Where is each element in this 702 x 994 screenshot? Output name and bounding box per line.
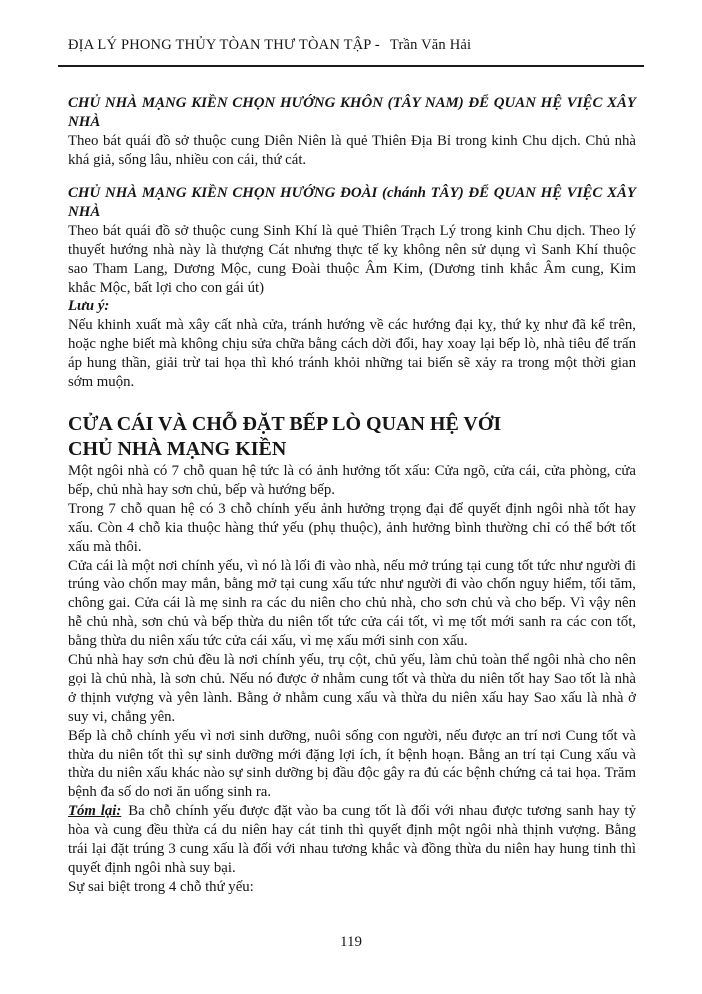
paragraph-three-main: Trong 7 chỗ quan hệ có 3 chỗ chính yếu ảnh hưởng trọng đại để quyết định ngôi nhà tốt hay xấu. Còn 4 chỗ kia thuộc hàng thứ yếu (phụ thuộc), ảnh hưởng bình thường chỉ có thể bớt tốt xấu mà thôi.	[68, 500, 636, 555]
paragraph-seven-places: Một ngôi nhà có 7 chỗ quan hệ tức là có ảnh hưởng tốt xấu: Cửa ngõ, cửa cái, cửa phòng, cửa bếp, chủ nhà hay sơn chủ, bếp và hướng bếp.	[68, 462, 636, 498]
chapter-heading	[68, 412, 636, 462]
chapter-heading-line2: CHỦ NHÀ MẠNG KIỀN	[68, 437, 287, 460]
summary-body: Ba chỗ chính yếu được đặt vào ba cung tốt là đối với nhau được tương sanh hay tỷ hòa và cung đều thừa cá du niên hay cát tinh thì quyết định một ngôi nhà thịnh vượng. Bằng trái lại đặt trúng 3 cung xấu là đối với nhau tương khắc và đồng thừa du niên hay hung tinh thì quyết định ngôi nhà suy bại.	[68, 803, 636, 876]
running-header	[68, 36, 636, 54]
page-content	[68, 36, 636, 897]
section-heading-khon: CHỦ NHÀ MẠNG KIỀN CHỌN HƯỚNG KHÔN (TÂY NAM) ĐỂ QUAN HỆ VIỆC XÂY NHÀ	[68, 95, 636, 130]
page-number: 119	[340, 934, 362, 950]
paragraph-kitchen: Bếp là chỗ chính yếu vì nơi sinh dưỡng, nuôi sống con người, nếu được an trí nơi Cung tốt và thừa du niên tốt thì sự sinh dưỡng mới đặng lợi ích, ít bệnh hoạn. Bằng an trí tại Cung xấu và thừa du niên xấu khác nào sự sinh dưỡng bị đầu độc gây ra đủ các bệnh chứng cả tai họa. Trăm bệnh đa số do nơi ăn uống sinh ra.	[68, 727, 636, 801]
paragraph-main-door: Cửa cái là một nơi chính yếu, vì nó là lối đi vào nhà, nếu mở trúng tại cung tốt tức như người đi trúng vào chốn may mắn, bằng mở tại cung xấu tức như người đi vào chốn nguy hiểm, tối tăm, chông gai. Cửa cái là mẹ sinh ra các du niên cho chủ nhà, cho sơn chủ và cho bếp. Vì vậy nên hễ chủ nhà, sơn chủ và bếp thừa du niên tốt tức cửa cái tốt, vì mẹ tốt mới sanh ra các con tốt, bằng thừa du niên xấu tức cửa cái xấu, vì mẹ xấu mới sinh con xấu.	[68, 557, 636, 650]
paragraph-note-body: Nếu khinh xuất mà xây cất nhà cửa, tránh hướng về các hướng đại kỵ, thứ kỵ như đã kể trên, hoặc nghe biết mà không chịu sửa chữa bằng cách dời đổi, hay xoay lại bếp lò, nhà tiêu để trấn áp hung thần, giải trừ tai họa thì khó tránh khỏi những tai biến sẽ xảy ra trong một thời gian sớm muộn.	[68, 317, 636, 391]
chapter-heading-line1: CỬA CÁI VÀ CHỖ ĐẶT BẾP LÒ QUAN HỆ VỚI	[68, 412, 502, 435]
note-label: Lưu ý:	[68, 298, 110, 315]
paragraph-summary	[68, 802, 636, 878]
paragraph-house-owner: Chủ nhà hay sơn chủ đều là nơi chính yếu, trụ cột, chủ yếu, làm chủ toàn thể ngôi nhà cho nên gọi là chủ nhà, là sơn chủ. Nếu nó được ở nhằm cung tốt và thừa du niên tốt hay Sao tốt là nhà ở thịnh vượng và yên lành. Bằng ở nhằm cung xấu và thừa du niên xấu hay Sao xấu là nhà ở suy vi, chẳng yên.	[68, 652, 636, 725]
header-rule	[58, 65, 644, 67]
closing-line: Sự sai biệt trong 4 chỗ thứ yếu:	[68, 878, 254, 895]
paragraph-khon-body: Theo bát quái đồ sở thuộc cung Diên Niên là quẻ Thiên Địa Bỉ trong kinh Chu dịch. Chủ nhà khá giả, sống lâu, nhiều con cái, thứ cát.	[68, 133, 636, 168]
paragraph-doai-body: Theo bát quái đồ sở thuộc cung Sinh Khí là quẻ Thiên Trạch Lý trong kinh Chu dịch. Theo lý thuyết hướng nhà này là thượng Cát nhưng thực tế kỵ không nên sử dụng vì Sanh Khí thuộc sao Tham Lang, Dương Mộc, cung Đoài thuộc Âm Kim, (Dương tinh khắc Âm cung, Kim khắc Mộc, bất lợi cho con gái út)	[68, 222, 636, 296]
book-title: ĐỊA LÝ PHONG THỦY TÒAN THƯ TÒAN TẬP -	[68, 37, 380, 53]
section-heading-doai: CHỦ NHÀ MẠNG KIỀN CHỌN HƯỚNG ĐOÀI (chánh TÂY) ĐỂ QUAN HỆ VIỆC XÂY NHÀ	[68, 184, 636, 220]
summary-label: Tóm lại:	[68, 803, 122, 820]
author-name: Trần Văn Hải	[389, 37, 472, 53]
